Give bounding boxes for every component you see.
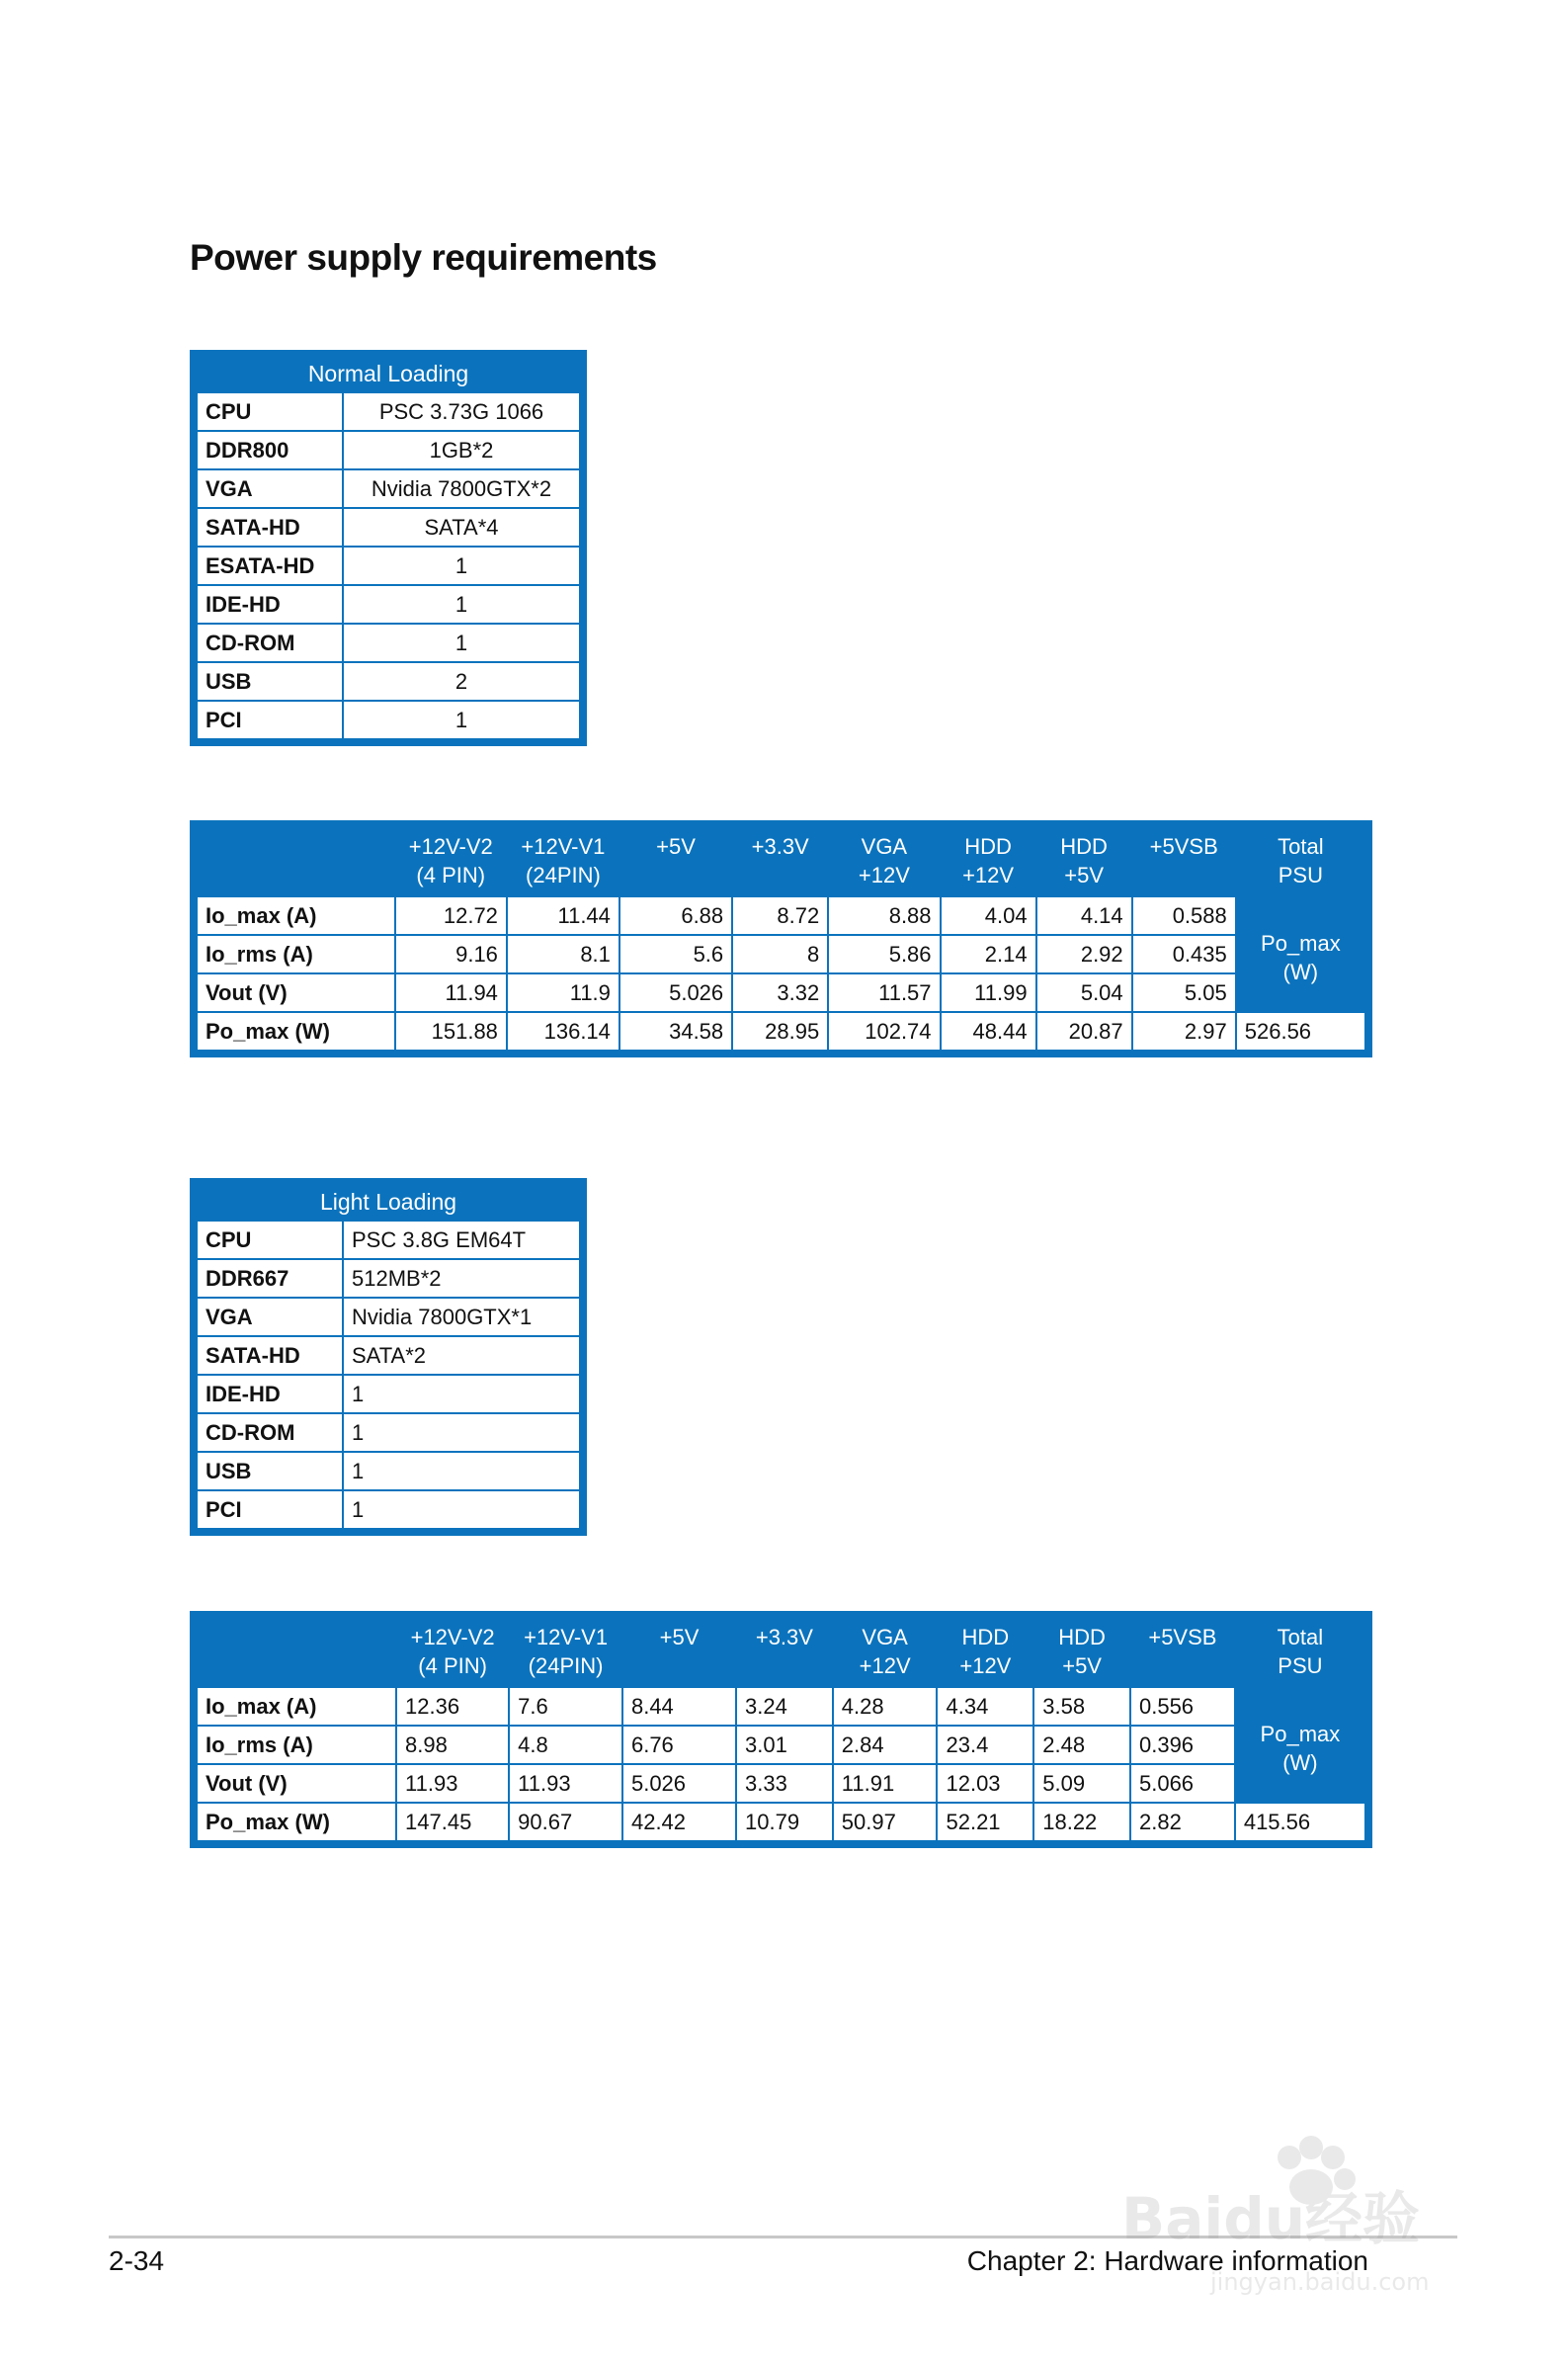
power-value: 11.44: [507, 896, 619, 935]
power-value: 12.36: [396, 1687, 509, 1726]
power-row-label: Vout (V): [197, 973, 395, 1012]
power-value: 11.9: [507, 973, 619, 1012]
power-column-header: [1036, 827, 1132, 896]
power-value: 8.72: [732, 896, 828, 935]
psu-label-line2: (W): [1282, 1749, 1318, 1775]
column-header-line2: PSU: [1278, 863, 1323, 887]
power-row-label: Io_rms (A): [197, 1726, 396, 1764]
light-loading-header: Light Loading: [196, 1184, 581, 1220]
power-value: 6.88: [619, 896, 732, 935]
svg-text:jingyan.baidu.com: jingyan.baidu.com: [1210, 2268, 1430, 2296]
power-header-row: [197, 827, 1365, 896]
spec-label: DDR800: [197, 431, 343, 469]
column-header-line1: VGA: [862, 1625, 908, 1649]
power-value: 4.28: [833, 1687, 938, 1726]
power-value: 3.24: [736, 1687, 833, 1726]
power-column-header: [941, 827, 1036, 896]
power-value: 5.026: [622, 1764, 736, 1803]
spec-row: [197, 662, 580, 701]
power-value: 2.84: [833, 1726, 938, 1764]
spec-row: [197, 508, 580, 547]
power-value: 0.556: [1130, 1687, 1235, 1726]
power-value: 11.94: [395, 973, 507, 1012]
power-value: 5.04: [1036, 973, 1132, 1012]
column-header-line1: Total: [1278, 834, 1324, 859]
column-header-line2: (4 PIN): [418, 1653, 487, 1678]
light-power-table: [190, 1611, 1372, 1848]
spec-row: [197, 431, 580, 469]
column-header-line1: +5V: [659, 1625, 700, 1649]
psu-label-line2: (W): [1282, 959, 1319, 984]
power-value: 12.72: [395, 896, 507, 935]
spec-value: 1: [343, 585, 580, 624]
page-number: 2-34: [109, 2245, 165, 2276]
power-column-header: [1236, 827, 1365, 896]
power-value: 0.435: [1132, 935, 1236, 973]
power-value: 8.44: [622, 1687, 736, 1726]
light-loading-spec-table: [190, 1178, 587, 1536]
power-value: 2.48: [1033, 1726, 1130, 1764]
power-value: 3.33: [736, 1764, 833, 1803]
power-row-label: Io_max (A): [197, 1687, 396, 1726]
spec-label: CPU: [197, 392, 343, 431]
power-column-header: [509, 1618, 622, 1687]
spec-label: SATA-HD: [197, 1336, 343, 1375]
spec-value: 2: [343, 662, 580, 701]
power-value: 90.67: [509, 1803, 622, 1841]
power-row: [197, 1726, 1365, 1764]
spec-row: [197, 1375, 580, 1413]
power-column-header: [833, 1618, 938, 1687]
spec-value: SATA*4: [343, 508, 580, 547]
spec-row: [197, 1298, 580, 1336]
power-value: 42.42: [622, 1803, 736, 1841]
spec-label: CD-ROM: [197, 1413, 343, 1452]
power-header-row: [197, 1618, 1365, 1687]
column-header-line2: +12V: [959, 1653, 1012, 1678]
baidu-watermark-logo: [1102, 2120, 1477, 2308]
power-column-header: [622, 1618, 736, 1687]
column-header-line1: +5VSB: [1148, 1625, 1217, 1649]
normal-power-table: [190, 820, 1372, 1057]
power-value: 7.6: [509, 1687, 622, 1726]
column-header-line2: (24PIN): [528, 1653, 604, 1678]
power-column-header: [396, 1618, 509, 1687]
power-value: 5.026: [619, 973, 732, 1012]
column-header-line2: (4 PIN): [416, 863, 486, 887]
column-header-line1: HDD: [964, 834, 1012, 859]
normal-loading-spec-table: [190, 350, 587, 746]
spec-value: PSC 3.8G EM64T: [343, 1221, 580, 1259]
spec-label: ESATA-HD: [197, 547, 343, 585]
power-value: 4.04: [941, 896, 1036, 935]
total-psu-value: 526.56: [1236, 1012, 1365, 1051]
power-column-header: [736, 1618, 833, 1687]
spec-label: CD-ROM: [197, 624, 343, 662]
column-header-line2: +12V: [858, 863, 910, 887]
chapter-title: Chapter 2: Hardware information: [966, 2245, 1368, 2276]
normal-loading-header: Normal Loading: [196, 356, 581, 391]
power-value: 10.79: [736, 1803, 833, 1841]
power-value: 8: [732, 935, 828, 973]
power-value: 0.588: [1132, 896, 1236, 935]
power-value: 2.14: [941, 935, 1036, 973]
power-value: 11.91: [833, 1764, 938, 1803]
spec-value: 1GB*2: [343, 431, 580, 469]
spec-row: [197, 1452, 580, 1490]
power-row: [197, 1012, 1365, 1051]
power-row-label: Io_max (A): [197, 896, 395, 935]
power-value: 2.97: [1132, 1012, 1236, 1051]
power-row: [197, 896, 1365, 935]
power-row-label: Vout (V): [197, 1764, 396, 1803]
power-value: 11.93: [396, 1764, 509, 1803]
power-value: 2.92: [1036, 935, 1132, 973]
spec-value: 512MB*2: [343, 1259, 580, 1298]
power-value: 5.066: [1130, 1764, 1235, 1803]
spec-value: 1: [343, 701, 580, 739]
power-value: 6.76: [622, 1726, 736, 1764]
power-value: 12.03: [937, 1764, 1033, 1803]
power-value: 3.32: [732, 973, 828, 1012]
column-header-line1: +5VSB: [1149, 834, 1218, 859]
power-value: 151.88: [395, 1012, 507, 1051]
power-value: 102.74: [828, 1012, 940, 1051]
power-column-header: [1130, 1618, 1235, 1687]
column-header-line1: VGA: [861, 834, 908, 859]
power-row-label: Po_max (W): [197, 1012, 395, 1051]
spec-label: USB: [197, 1452, 343, 1490]
spec-value: 1: [343, 1490, 580, 1529]
power-header-corner: [197, 1618, 396, 1687]
column-header-line2: (24PIN): [526, 863, 601, 887]
spec-row: [197, 701, 580, 739]
spec-label: USB: [197, 662, 343, 701]
power-value: 136.14: [507, 1012, 619, 1051]
power-value: 20.87: [1036, 1012, 1132, 1051]
power-value: 8.98: [396, 1726, 509, 1764]
spec-value: 1: [343, 1375, 580, 1413]
spec-value: Nvidia 7800GTX*1: [343, 1298, 580, 1336]
power-value: 5.05: [1132, 973, 1236, 1012]
spec-row: [197, 392, 580, 431]
power-column-header: [507, 827, 619, 896]
spec-label: PCI: [197, 701, 343, 739]
spec-label: DDR667: [197, 1259, 343, 1298]
power-column-header: [1235, 1618, 1365, 1687]
power-value: 4.14: [1036, 896, 1132, 935]
column-header-line1: +12V-V2: [410, 1625, 495, 1649]
total-psu-value: 415.56: [1235, 1803, 1365, 1841]
power-value: 3.01: [736, 1726, 833, 1764]
power-value: 28.95: [732, 1012, 828, 1051]
power-value: 5.86: [828, 935, 940, 973]
spec-label: VGA: [197, 1298, 343, 1336]
spec-label: VGA: [197, 469, 343, 508]
power-value: 11.57: [828, 973, 940, 1012]
power-value: 5.6: [619, 935, 732, 973]
spec-label: CPU: [197, 1221, 343, 1259]
power-row: [197, 1764, 1365, 1803]
spec-value: 1: [343, 1413, 580, 1452]
spec-row: [197, 1413, 580, 1452]
power-value: 48.44: [941, 1012, 1036, 1051]
power-column-header: [937, 1618, 1033, 1687]
spec-row: [197, 1221, 580, 1259]
spec-row: [197, 1336, 580, 1375]
spec-value: 1: [343, 624, 580, 662]
power-row: [197, 935, 1365, 973]
column-header-line1: +12V-V1: [521, 834, 606, 859]
power-value: 2.82: [1130, 1803, 1235, 1841]
spec-value: Nvidia 7800GTX*2: [343, 469, 580, 508]
psu-label-line1: Po_max: [1260, 1721, 1341, 1746]
column-header-line1: +12V-V2: [408, 834, 493, 859]
column-header-line1: HDD: [1060, 834, 1108, 859]
spec-label: SATA-HD: [197, 508, 343, 547]
power-value: 4.34: [937, 1687, 1033, 1726]
spec-row: [197, 547, 580, 585]
svg-text:Baidu经验: Baidu经验: [1121, 2185, 1421, 2252]
spec-row: [197, 585, 580, 624]
power-value: 4.8: [509, 1726, 622, 1764]
power-row: [197, 1687, 1365, 1726]
page-title: Power supply requirements: [190, 237, 657, 278]
spec-value: 1: [343, 1452, 580, 1490]
spec-row: [197, 1490, 580, 1529]
power-value: 3.58: [1033, 1687, 1130, 1726]
spec-label: IDE-HD: [197, 1375, 343, 1413]
column-header-line1: +3.3V: [751, 834, 809, 859]
power-value: 34.58: [619, 1012, 732, 1051]
spec-row: [197, 1259, 580, 1298]
column-header-line2: +12V: [859, 1653, 911, 1678]
power-value: 8.88: [828, 896, 940, 935]
column-header-line2: +12V: [962, 863, 1015, 887]
power-row-label: Io_rms (A): [197, 935, 395, 973]
spec-row: [197, 624, 580, 662]
spec-row: [197, 469, 580, 508]
power-column-header: [1033, 1618, 1130, 1687]
spec-label: PCI: [197, 1490, 343, 1529]
column-header-line1: HDD: [961, 1625, 1010, 1649]
power-value: 8.1: [507, 935, 619, 973]
power-row: [197, 1803, 1365, 1841]
power-column-header: [732, 827, 828, 896]
power-row: [197, 973, 1365, 1012]
spec-value: 1: [343, 547, 580, 585]
power-value: 147.45: [396, 1803, 509, 1841]
column-header-line2: +5V: [1064, 863, 1104, 887]
power-value: 0.396: [1130, 1726, 1235, 1764]
column-header-line2: +5V: [1062, 1653, 1102, 1678]
power-value: 52.21: [937, 1803, 1033, 1841]
power-value: 11.99: [941, 973, 1036, 1012]
power-column-header: [619, 827, 732, 896]
power-column-header: [395, 827, 507, 896]
power-value: 50.97: [833, 1803, 938, 1841]
power-value: 5.09: [1033, 1764, 1130, 1803]
column-header-line1: +3.3V: [755, 1625, 813, 1649]
power-row-label: Po_max (W): [197, 1803, 396, 1841]
column-header-line1: Total: [1277, 1625, 1324, 1649]
psu-po-max-label: [1235, 1687, 1365, 1803]
power-column-header: [828, 827, 940, 896]
spec-label: IDE-HD: [197, 585, 343, 624]
power-header-corner: [197, 827, 395, 896]
column-header-line2: PSU: [1278, 1653, 1323, 1678]
power-column-header: [1132, 827, 1236, 896]
psu-po-max-label: [1236, 896, 1365, 1012]
column-header-line1: +5V: [656, 834, 696, 859]
power-value: 18.22: [1033, 1803, 1130, 1841]
spec-value: SATA*2: [343, 1336, 580, 1375]
power-value: 9.16: [395, 935, 507, 973]
psu-label-line1: Po_max: [1261, 930, 1341, 956]
power-value: 11.93: [509, 1764, 622, 1803]
column-header-line1: +12V-V1: [524, 1625, 609, 1649]
power-value: 23.4: [937, 1726, 1033, 1764]
column-header-line1: HDD: [1058, 1625, 1106, 1649]
spec-value: PSC 3.73G 1066: [343, 392, 580, 431]
